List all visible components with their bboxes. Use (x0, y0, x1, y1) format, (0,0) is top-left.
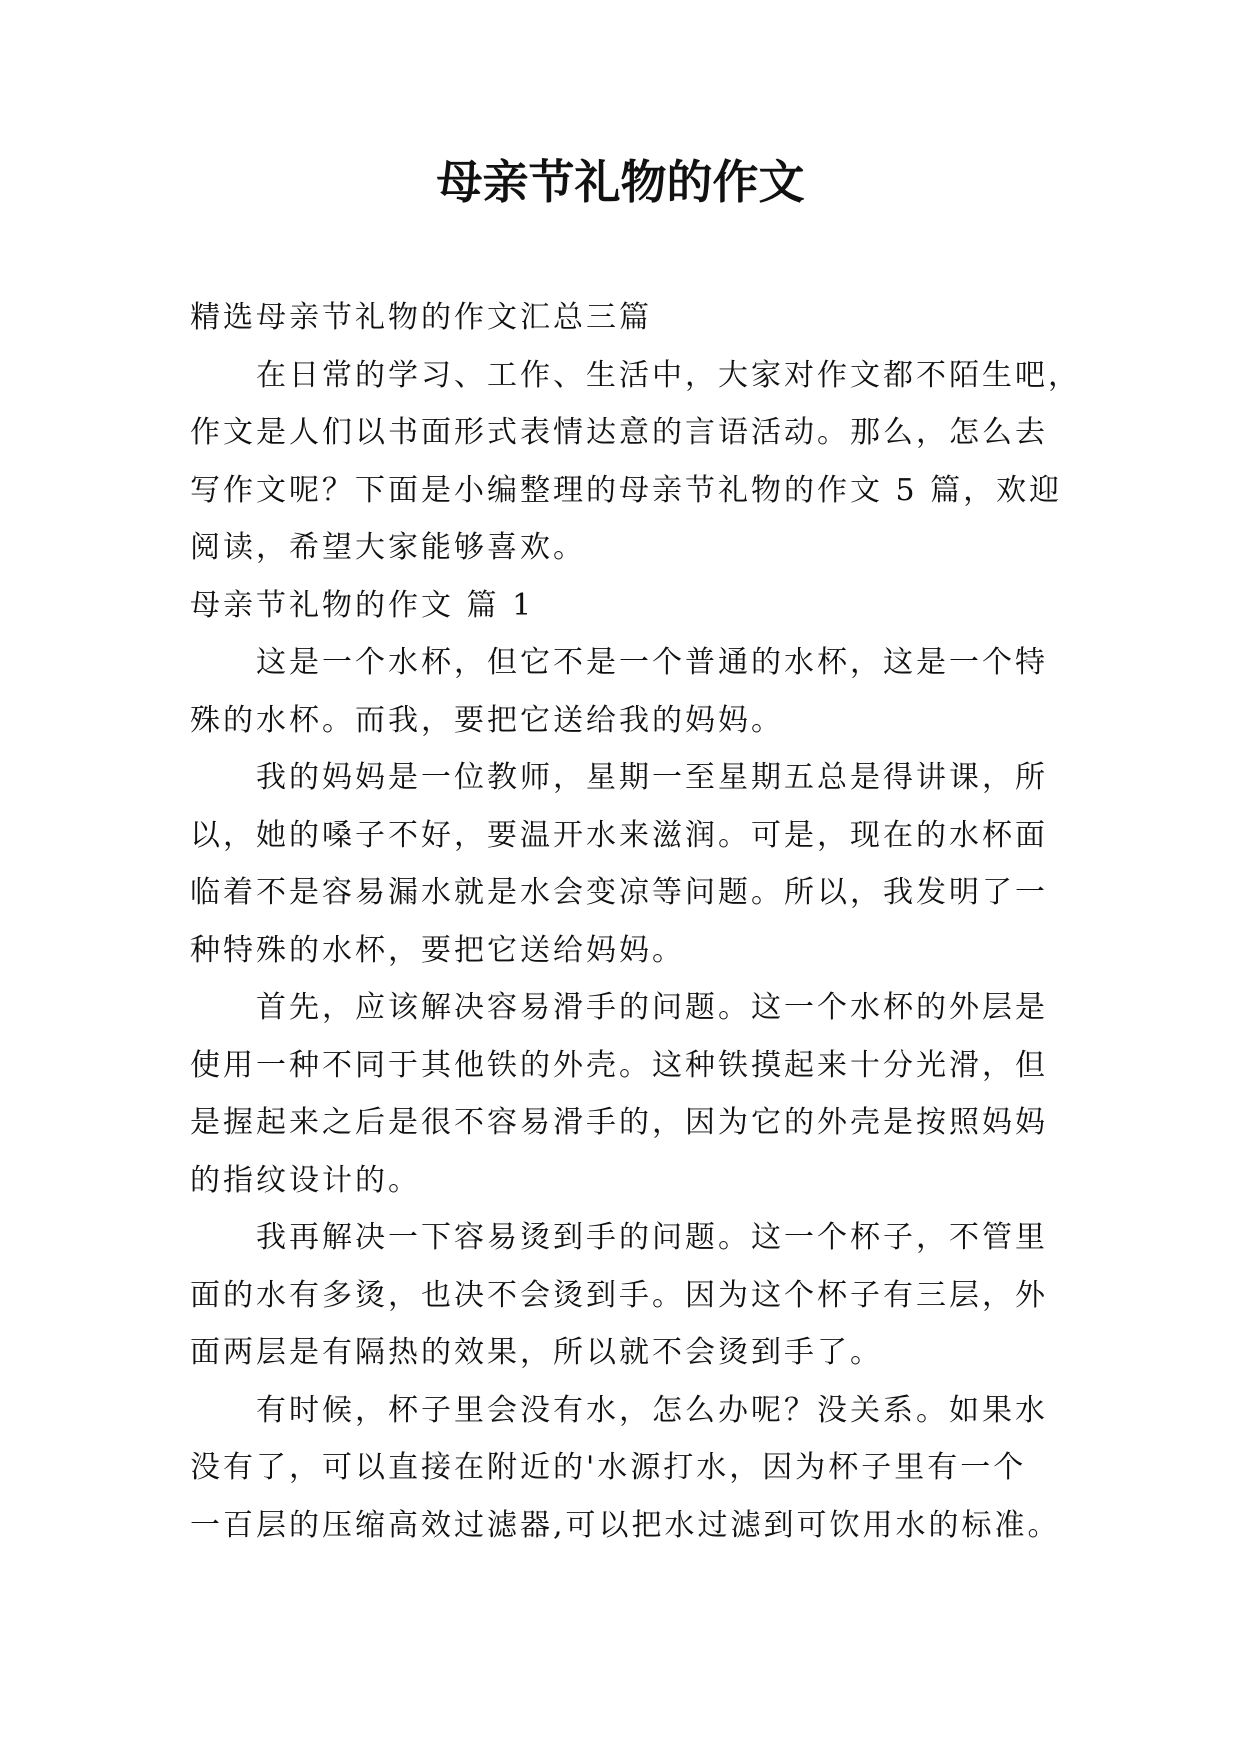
document-body (190, 289, 1081, 1554)
text-line: 种特殊的水杯，要把它送给妈妈。 (190, 932, 685, 968)
text-line: 作文是人们以书面形式表情达意的言语活动。那么，怎么去 (190, 415, 1048, 450)
text-line: 我再解决一下容易烫到手的问题。这一个杯子，不管里 (256, 1220, 1048, 1255)
text-line: 面的水有多烫，也决不会烫到手。因为这个杯子有三层，外 (190, 1277, 1048, 1313)
text-line: 使用一种不同于其他铁的外壳。这种铁摸起来十分光滑，但 (190, 1047, 1048, 1083)
text-line: 临着不是容易漏水就是水会变凉等问题。所以，我发明了一 (190, 875, 1048, 910)
text-line: 一百层的压缩高效过滤器,可以把水过滤到可饮用水的标准。 (190, 1507, 1061, 1543)
text-line: 的指纹设计的。 (190, 1162, 421, 1198)
text-line: 母亲节礼物的作文 篇 1 (190, 587, 535, 623)
text-line: 有时候，杯子里会没有水，怎么办呢？没关系。如果水 (256, 1392, 1048, 1428)
text-line: 面两层是有隔热的效果，所以就不会烫到手了。 (190, 1335, 883, 1370)
text-line: 殊的水杯。而我，要把它送给我的妈妈。 (190, 702, 784, 738)
text-line: 以，她的嗓子不好，要温开水来滋润。可是，现在的水杯面 (190, 817, 1048, 853)
text-line: 这是一个水杯，但它不是一个普通的水杯，这是一个特 (256, 645, 1048, 680)
text-line: 没有了，可以直接在附近的'水源打水，因为杯子里有一个 (190, 1450, 1027, 1485)
text-line: 是握起来之后是很不容易滑手的，因为它的外壳是按照妈妈 (190, 1105, 1048, 1140)
text-line: 写作文呢？下面是小编整理的母亲节礼物的作文 5 篇，欢迎 (190, 472, 1063, 508)
text-line: 精选母亲节礼物的作文汇总三篇 (190, 300, 652, 335)
document-title: 母亲节礼物的作文 (436, 155, 805, 209)
text-line: 首先，应该解决容易滑手的问题。这一个水杯的外层是 (256, 990, 1048, 1025)
text-line: 阅读，希望大家能够喜欢。 (190, 530, 586, 565)
text-line: 在日常的学习、工作、生活中，大家对作文都不陌生吧， (256, 357, 1081, 393)
text-line: 我的妈妈是一位教师，星期一至星期五总是得讲课，所 (256, 760, 1048, 795)
